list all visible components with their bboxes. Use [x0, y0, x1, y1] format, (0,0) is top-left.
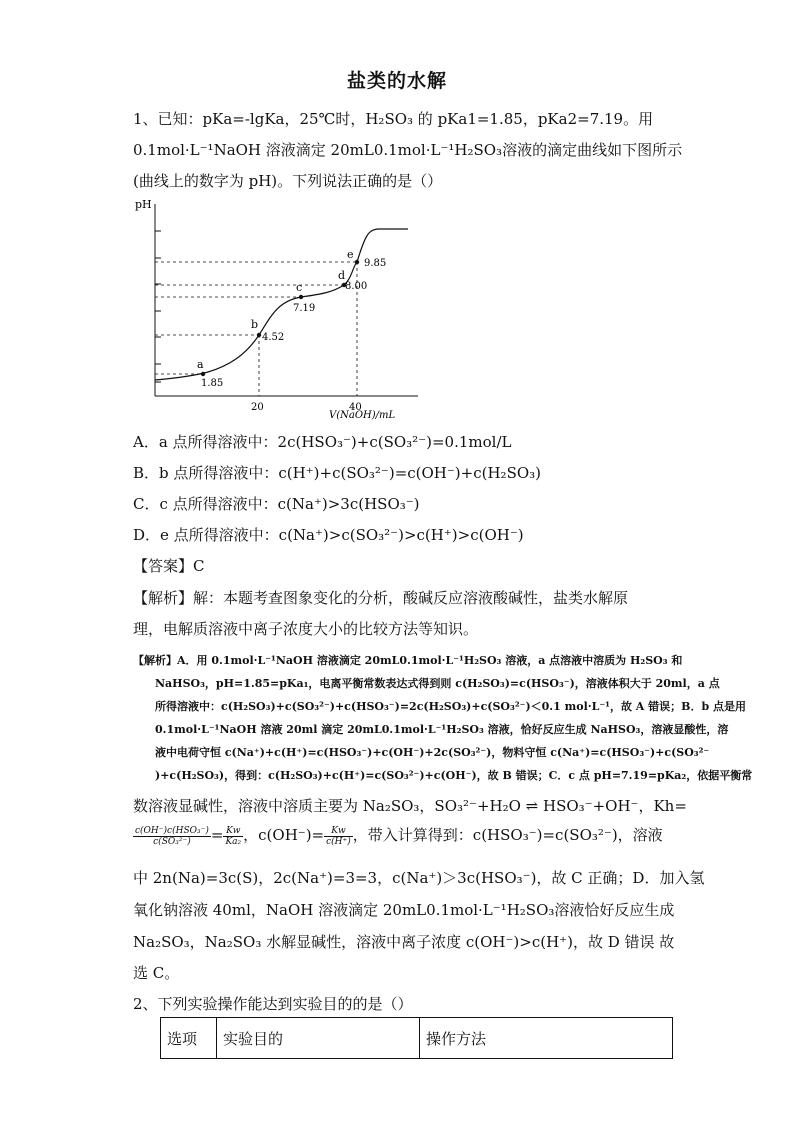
q2-options-table — [160, 1017, 673, 1059]
explanation-line-3: 中 2n(Na)=3c(S)，2c(Na⁺)=3=3，c(Na⁺)＞3c(HSO₃⁻)，故 C 正确；D．加入氢 — [133, 869, 705, 887]
explanation-line-4: 氧化钠溶液 40ml，NaOH 溶液滴定 20mL0.1mol·L⁻¹H₂SO₃溶液恰好反应生成 — [133, 901, 675, 919]
point-label-d: d — [338, 269, 346, 282]
titration-chart — [133, 196, 423, 420]
small-analysis-4: 0.1mol·L⁻¹NaOH 溶液 20ml 滴定 20mL0.1mol·L⁻¹H₂SO₃ 溶液，恰好反应生成 NaHSO₃，溶液显酸性，溶 — [155, 723, 729, 736]
y-axis-label: pH — [135, 198, 152, 211]
titration-curve — [155, 229, 408, 380]
point-value-a: 1.85 — [201, 378, 224, 389]
point-e — [355, 260, 359, 264]
explanation-line-6: 选 C。 — [133, 964, 180, 982]
point-label-b: b — [251, 318, 259, 331]
answer: 【答案】C — [133, 557, 205, 575]
x-axis-label: V(NaOH)/mL — [329, 410, 396, 420]
x-tick-20: 20 — [251, 402, 264, 413]
explanation-line-2: $\frac{\text{c(OH⁻)c(HSO₃⁻)}}{\text{c(SO₃²⁻)}}$ = $\frac{Kw}{\text{Ka₂}}$ ，c(OH⁻)= $\frac{Kw}{c(H^+)}$ ，带入计算得到：c(HSO₃⁻)=c(SO₃²⁻)，溶液 — [135, 825, 663, 847]
small-analysis-2: NaHSO₃，pH=1.85=pKa₁，电离平衡常数表达式得到则 c(H₂SO₃)=c(HSO₃⁻)，溶液体积大于 20ml，a 点 — [155, 677, 720, 690]
option-d: D．e 点所得溶液中：c(Na⁺)>c(SO₃²⁻)>c(H⁺)>c(OH⁻) — [133, 526, 524, 544]
y-ticks — [155, 231, 161, 382]
analysis-line-1: 【解析】解：本题考查图象变化的分析，酸碱反应溶液酸碱性，盐类水解原 — [133, 589, 629, 607]
point-label-c: c — [296, 281, 303, 294]
small-analysis-5: 液中电荷守恒 c(Na⁺)+c(H⁺)=c(HSO₃⁻)+c(OH⁻)+2c(SO₃²⁻)，物料守恒 c(Na⁺)=c(HSO₃⁻)+c(SO₃²⁻ — [155, 746, 710, 759]
point-label-a: a — [197, 358, 204, 371]
q1-line-1: 1、已知：pKa=-lgKa，25℃时，H₂SO₃ 的 pKa1=1.85，pKa2=7.19。用 — [133, 110, 654, 128]
option-a: A．a 点所得溶液中：2c(HSO₃⁻)+c(SO₃²⁻)=0.1mol/L — [133, 433, 512, 451]
option-c: C．c 点所得溶液中：c(Na⁺)>3c(HSO₃⁻) — [133, 495, 420, 513]
small-analysis-3: 所得溶液中：c(H₂SO₃)+c(SO₃²⁻)+c(HSO₃⁻)=2c(H₂SO₃)+c(SO₃²⁻)＜0.1 mol·L⁻¹，故 A 错误；B．b 点是用 — [155, 700, 746, 713]
point-value-d: 8.00 — [345, 281, 368, 292]
q2-stem: 2、下列实验操作能达到实验目的的是（） — [133, 995, 413, 1013]
option-b: B．b 点所得溶液中：c(H⁺)+c(SO₃²⁻)=c(OH⁻)+c(H₂SO₃) — [133, 464, 542, 482]
header-purpose: 实验目的 — [217, 1018, 420, 1059]
x-tick-40: 40 — [349, 402, 362, 413]
kh-fraction: $\frac{\text{c(OH⁻)c(HSO₃⁻)}}{\text{c(SO₃²⁻)}}$ — [135, 825, 209, 847]
analysis-line-2: 理，电解质溶液中离子浓度大小的比较方法等知识。 — [133, 620, 479, 638]
small-analysis-1: 【解析】A．用 0.1mol·L⁻¹NaOH 溶液滴定 20mL0.1mol·L⁻¹H₂SO₃ 溶液，a 点溶液中溶质为 H₂SO₃ 和 — [133, 654, 683, 667]
point-value-e: 9.85 — [364, 258, 387, 269]
small-analysis-6: )+c(H₂SO₃)，得到：c(H₂SO₃)+c(H⁺)=c(SO₃²⁻)+c(OH⁻)，故 B 错误；C．c 点 pH=7.19=pKa₂，依据平衡常 — [155, 769, 753, 782]
point-c — [299, 295, 303, 299]
header-method: 操作方法 — [420, 1018, 673, 1059]
explanation-line-1: 数溶液显碱性，溶液中溶质主要为 Na₂SO₃，SO₃²⁻+H₂O ⇌ HSO₃⁻+OH⁻，Kh= — [133, 797, 687, 815]
point-value-c: 7.19 — [293, 303, 316, 314]
page-title: 盐类的水解 — [346, 70, 447, 92]
header-option: 选项 — [161, 1018, 217, 1059]
data-points — [197, 248, 386, 389]
kw-ka2-fraction: $\frac{Kw}{\text{Ka₂}}$ — [225, 825, 242, 847]
point-label-e: e — [347, 248, 354, 261]
point-value-b: 4.52 — [262, 332, 285, 343]
q1-line-3: (曲线上的数字为 pH)。下列说法正确的是（） — [133, 172, 443, 190]
point-a — [201, 372, 205, 376]
q1-line-2: 0.1mol·L⁻¹NaOH 溶液滴定 20mL0.1mol·L⁻¹H₂SO₃溶液的滴定曲线如下图所示 — [133, 141, 683, 159]
explanation-line-5: Na₂SO₃，Na₂SO₃ 水解显碱性，溶液中离子浓度 c(OH⁻)>c(H⁺)，故 D 错误 故 — [133, 933, 675, 951]
table-header-row — [161, 1018, 673, 1059]
kw-h-fraction: $\frac{Kw}{c(H^+)}$ — [326, 825, 351, 847]
point-b — [257, 333, 261, 337]
